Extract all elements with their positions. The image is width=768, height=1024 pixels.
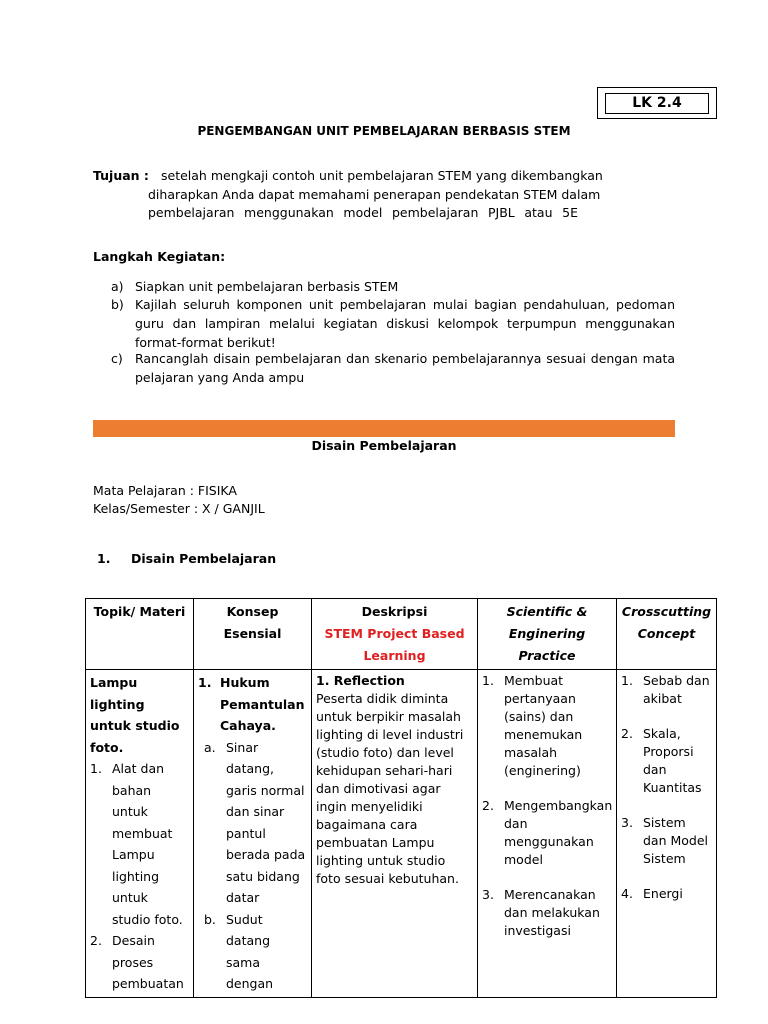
list-marker: 1. xyxy=(621,673,633,688)
list-item xyxy=(198,737,307,909)
section-heading: Disain Pembelajaran xyxy=(131,551,277,566)
cell-crosscutting xyxy=(617,670,717,998)
step-marker: c) xyxy=(111,351,123,366)
list-text: Sebab dan akibat xyxy=(643,673,710,706)
list-text: Skala, Proporsi dan Kuantitas xyxy=(643,726,702,795)
list-item xyxy=(198,909,307,995)
header-scientific-label-2: Enginering Practice xyxy=(508,626,586,663)
list-text: Sistem dan Model Sistem xyxy=(643,815,709,866)
header-topik xyxy=(86,599,194,670)
section-number: 1. xyxy=(97,551,111,566)
objective-line-3: pembelajaran menggunakan model pembelajaran PJBL atau 5E xyxy=(148,205,578,220)
steps-heading: Langkah Kegiatan: xyxy=(93,249,226,264)
konsep-title: Hukum Pemantulan Cahaya. xyxy=(220,675,305,733)
list-item xyxy=(482,886,612,940)
list-item xyxy=(621,672,712,708)
header-scientific xyxy=(478,599,617,670)
list-marker: 2. xyxy=(621,726,633,741)
topik-title: Lampu lighting untuk studio foto. xyxy=(90,675,180,755)
list-marker: 1. xyxy=(482,673,494,688)
cell-topik xyxy=(86,670,194,998)
list-text: Energi xyxy=(643,886,683,901)
header-crosscutting-label: Crosscutting xyxy=(621,604,712,619)
list-marker: 2. xyxy=(482,798,494,813)
list-item xyxy=(90,758,189,930)
cell-konsep xyxy=(194,670,312,998)
table-row xyxy=(86,670,717,998)
step-marker: b) xyxy=(111,297,124,312)
list-marker: a. xyxy=(204,739,216,755)
section-title: Disain Pembelajaran xyxy=(311,438,457,453)
cell-deskripsi xyxy=(312,670,478,998)
header-crosscutting xyxy=(617,599,717,670)
badge-label: LK 2.4 xyxy=(605,93,709,114)
list-marker: 3. xyxy=(621,815,633,830)
deskripsi-title: 1. Reflection xyxy=(316,673,405,688)
list-text: Membuat pertanyaan (sains) dan menemukan masalah (enginering) xyxy=(504,673,583,778)
objective-label: Tujuan : xyxy=(93,168,149,183)
design-table xyxy=(85,598,717,998)
list-text: Merencanakan dan melakukan investigasi xyxy=(504,887,600,938)
step-text: Siapkan unit pembelajaran berbasis STEM xyxy=(135,279,399,294)
header-deskripsi-label: Deskripsi xyxy=(361,604,428,619)
step-text: Rancanglah disain pembelajaran dan skenario pembelajarannya sesuai dengan mata pelajaran yang Anda ampu xyxy=(135,351,675,385)
list-marker: b. xyxy=(204,911,216,927)
header-konsep-label: Konsep Esensial xyxy=(223,604,282,641)
badge-frame xyxy=(597,87,717,119)
list-item xyxy=(621,885,712,903)
list-item xyxy=(90,930,189,995)
header-deskripsi xyxy=(312,599,478,670)
list-text: Alat dan bahan untuk membuat Lampu lighting untuk studio foto. xyxy=(112,761,183,927)
header-deskripsi-sub: STEM Project Based Learning xyxy=(324,626,465,663)
table-header-row xyxy=(86,599,717,670)
document-title: PENGEMBANGAN UNIT PEMBELAJARAN BERBASIS STEM xyxy=(197,124,571,138)
list-text: Desain proses pembuatan xyxy=(112,933,184,991)
orange-divider-bar xyxy=(93,420,675,437)
konsep-heading xyxy=(198,672,307,737)
deskripsi-text: Peserta didik diminta untuk berpikir masalah lighting di level industri (studio foto) dan level kehidupan sehari-hari dan dimotivasi agar ingin menyelidiki bagaimana cara pembuatan Lampu lighting untuk studio foto sesuai kebutuhan. xyxy=(316,691,464,886)
list-item xyxy=(621,725,712,797)
cell-scientific xyxy=(478,670,617,998)
list-marker: 3. xyxy=(482,887,494,902)
objective-line-1: setelah mengkaji contoh unit pembelajaran STEM yang dikembangkan xyxy=(161,168,603,183)
list-text: Sinar datang, garis normal dan sinar pantul berada pada satu bidang datar xyxy=(226,739,306,905)
list-marker: 2. xyxy=(90,933,102,948)
list-marker: 1. xyxy=(198,675,212,690)
subject-info: Mata Pelajaran : FISIKA xyxy=(93,483,237,498)
list-text: Sudut datang sama dengan xyxy=(226,911,274,991)
list-item xyxy=(621,814,712,868)
list-item xyxy=(482,672,612,780)
header-topik-label: Topik/ Materi xyxy=(93,604,186,619)
list-item xyxy=(482,797,612,869)
step-text: Kajilah seluruh komponen unit pembelajaran mulai bagian pendahuluan, pedoman guru dan lampiran melalui kegiatan diskusi kelompok terpumpun menggunakan format-format berikut! xyxy=(135,297,675,350)
step-marker: a) xyxy=(111,279,124,294)
list-marker: 1. xyxy=(90,761,102,776)
class-info: Kelas/Semester : X / GANJIL xyxy=(93,501,265,516)
header-konsep xyxy=(194,599,312,670)
list-text: Mengembangkan dan menggunakan model xyxy=(504,798,613,867)
header-crosscutting-label-2: Concept xyxy=(637,626,696,641)
list-marker: 4. xyxy=(621,886,633,901)
objective-line-2: diharapkan Anda dapat memahami penerapan pendekatan STEM dalam xyxy=(148,187,601,202)
header-scientific-label: Scientific & xyxy=(506,604,588,619)
